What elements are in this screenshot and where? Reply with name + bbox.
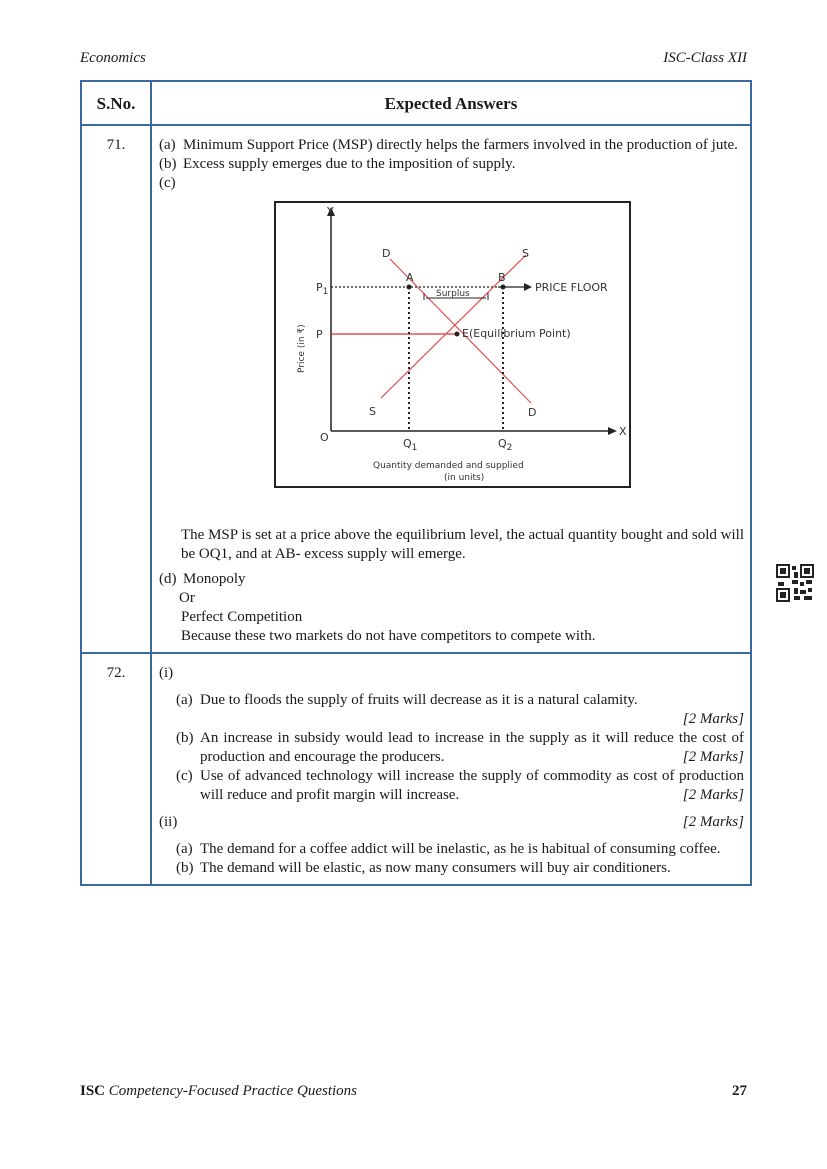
table-header-row: [81, 81, 751, 125]
list-item: [159, 570, 744, 589]
item-text: Monopoly: [183, 571, 246, 587]
price-floor-graph: [274, 201, 631, 488]
item-text: The demand will be elastic, as now many consumers will buy air conditioners.: [200, 860, 671, 876]
p1-label: $P_1$: [316, 281, 329, 297]
sno-71: 71.: [81, 125, 151, 653]
demand-top-label: D: [382, 247, 391, 260]
graph-xlabel-line2: (in units): [444, 473, 485, 483]
footer-title: [80, 1083, 357, 1100]
list-item: [159, 174, 744, 193]
graph-svg: [276, 203, 629, 486]
supply-bottom-label: S: [369, 405, 376, 418]
marks-label: [2 Marks]: [682, 749, 744, 765]
answer-72: [151, 653, 751, 885]
item-label: (d): [159, 571, 177, 587]
item-text: Due to floods the supply of fruits will decrease as it is a natural calamity.: [200, 692, 638, 708]
origin-label: O: [320, 431, 329, 444]
list-item: [176, 767, 744, 805]
point-a-label: A: [406, 271, 414, 284]
marks-label: [2 Marks]: [682, 787, 744, 803]
option-perfect-competition: Perfect Competition: [181, 609, 303, 625]
part-i-items: [159, 691, 744, 805]
answer-71: [151, 125, 751, 653]
item-label: (b): [159, 156, 177, 172]
point-e: [455, 332, 460, 337]
item-text: Minimum Support Price (MSP) directly helps the farmers involved in the production of jute.: [183, 137, 738, 153]
table-row: [81, 653, 751, 885]
item-label: (a): [176, 841, 193, 857]
q2-label: $Q_2$: [498, 437, 513, 453]
qr-code-icon: [776, 564, 814, 602]
sno-72: 72.: [81, 653, 151, 885]
item-label: (a): [176, 692, 193, 708]
surplus-label: Surplus: [436, 289, 470, 299]
marks-label: [2 Marks]: [682, 814, 744, 830]
col-answers-header: Expected Answers: [151, 81, 751, 125]
point-b: [501, 285, 506, 290]
col-sno-header: S.No.: [81, 81, 151, 125]
demand-bottom-label: D: [528, 406, 537, 419]
header-class: ISC-Class XII: [663, 50, 747, 66]
graph-xlabel-line1: Quantity demanded and supplied: [373, 461, 524, 471]
x-axis-arrow: [608, 427, 617, 435]
list-item: [176, 729, 744, 767]
y-axis-label: Y: [327, 205, 334, 218]
item-label: (b): [176, 860, 194, 876]
list-item: [176, 691, 744, 710]
footer-brand: ISC: [80, 1083, 106, 1099]
price-floor-arrow: [524, 283, 532, 291]
item-text: An increase in subsidy would lead to increase in the supply as it will reduce the cost of production and encourage the producers. [2 Marks]: [200, 730, 744, 765]
item-label: (b): [176, 730, 194, 746]
part-ii-label: (ii): [159, 814, 178, 830]
option-or: Or: [179, 590, 195, 606]
p-label: P: [316, 328, 323, 341]
list-item: [159, 136, 744, 155]
list-item: [176, 840, 744, 859]
equilibrium-label: E(Equilibrium Point): [462, 327, 571, 340]
list-item: [176, 859, 744, 878]
part-i-label: (i): [159, 665, 174, 681]
footer-subtitle: Competency-Focused Practice Questions: [108, 1083, 358, 1099]
x-axis-label: X: [619, 425, 627, 438]
part-ii-items: [159, 840, 744, 878]
paragraph: The MSP is set at a price above the equilibrium level, the actual quantity bought and sold will be OQ1, and at AB- excess supply will emerge.: [181, 527, 744, 562]
option-reason: Because these two markets do not have competitors to compete with.: [181, 628, 596, 644]
header-subject: Economics: [80, 50, 146, 66]
marks-label: [2 Marks]: [682, 711, 744, 727]
item-label: (c): [176, 768, 193, 784]
q1-label: $Q_1$: [403, 437, 418, 453]
price-floor-label: PRICE FLOOR: [535, 281, 608, 294]
supply-top-label: S: [522, 247, 529, 260]
item-text: The demand for a coffee addict will be inelastic, as he is habitual of consuming coffee.: [200, 841, 721, 857]
part-ii-row: [159, 813, 744, 832]
answers-table: [80, 80, 752, 886]
graph-ylabel: Price (in ₹): [297, 324, 307, 373]
item-text: Use of advanced technology will increase the supply of commodity as cost of production will reduce and profit margin will increase. [2 Marks]: [200, 768, 744, 803]
point-b-label: B: [498, 271, 506, 284]
list-item: [159, 155, 744, 174]
item-text: Excess supply emerges due to the imposition of supply.: [183, 156, 516, 172]
item-label: (a): [159, 137, 176, 153]
item-label: (c): [159, 175, 176, 191]
point-a: [407, 285, 412, 290]
table-row: [81, 125, 751, 653]
page-number: 27: [732, 1083, 747, 1099]
